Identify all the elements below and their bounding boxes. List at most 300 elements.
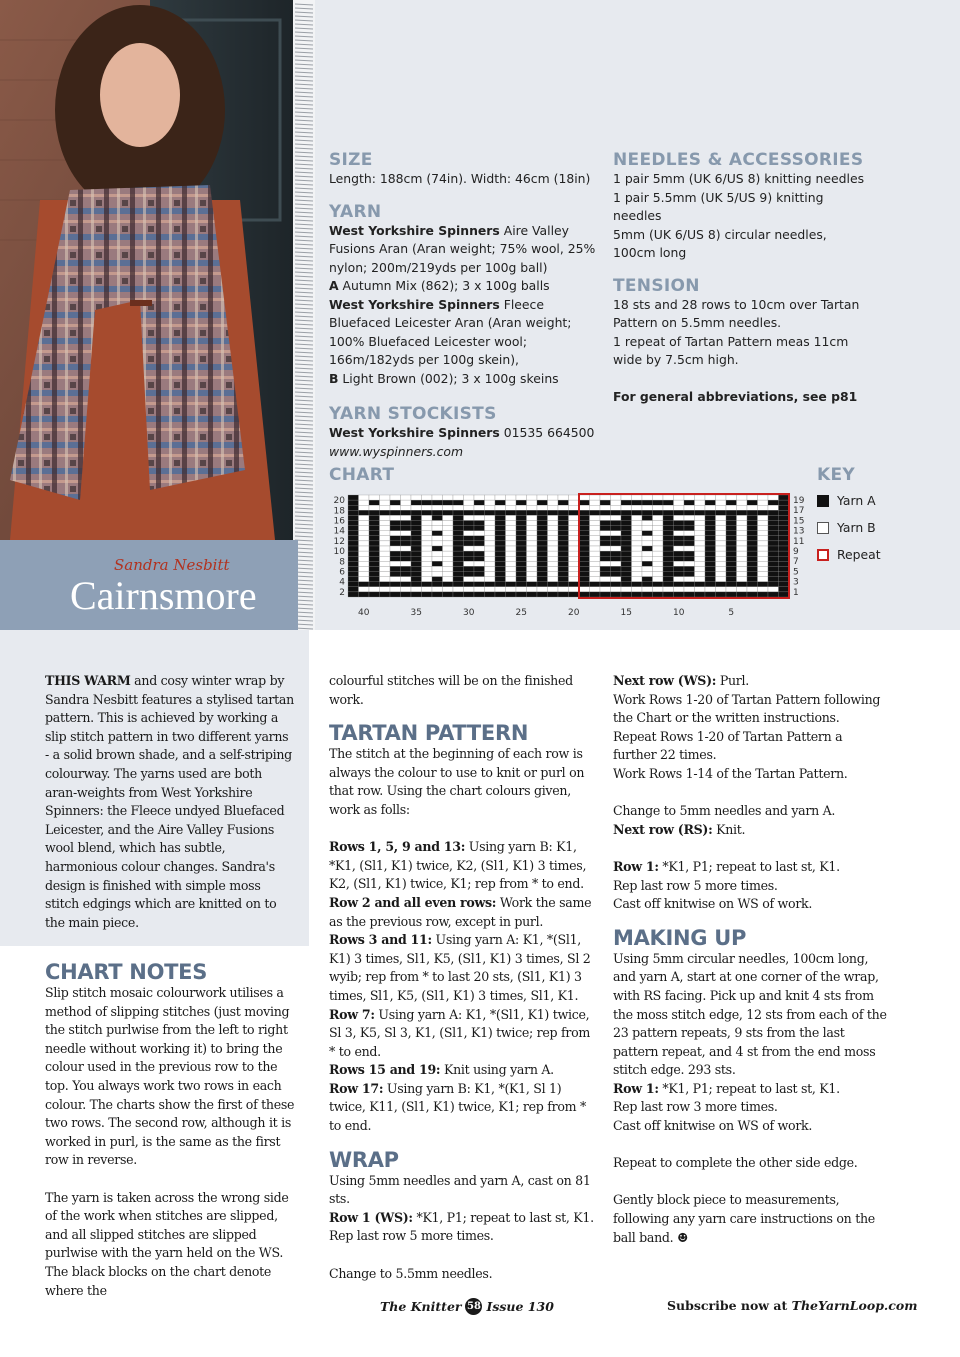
chart-cell [369, 551, 380, 556]
footer-subscribe[interactable] [667, 1298, 917, 1313]
chart-cell [737, 566, 748, 571]
chart-cell [464, 561, 475, 566]
chart-cell [653, 582, 664, 587]
chart-cell [579, 546, 590, 551]
chart-cell [432, 531, 443, 536]
chart-cell [527, 541, 538, 546]
chart-cell [527, 510, 538, 515]
chart-cell [527, 582, 538, 587]
chart-cell [558, 566, 569, 571]
chart-cell [390, 521, 401, 526]
chart-cell [695, 582, 706, 587]
chart-cell [380, 566, 391, 571]
chart-cell [485, 536, 496, 541]
chart-cell [453, 546, 464, 551]
chart-cell [443, 521, 454, 526]
chart-cell [632, 577, 643, 582]
chart-cell [453, 495, 464, 500]
chart-cell [527, 561, 538, 566]
chart-cell [558, 515, 569, 520]
chart-cell [747, 515, 758, 520]
chart-cell [443, 587, 454, 592]
chart-cell [653, 505, 664, 510]
key-yarn-b-label: Yarn B [837, 520, 876, 535]
chart-cell [464, 582, 475, 587]
chart-cell [569, 577, 580, 582]
chart-cell [401, 577, 412, 582]
chart-cell [495, 521, 506, 526]
chart-cell [422, 592, 433, 597]
chart-cell [359, 510, 370, 515]
chart-cell [642, 572, 653, 577]
chart-cell [369, 521, 380, 526]
chart-cell [621, 577, 632, 582]
chart-cell [737, 577, 748, 582]
chart-cell [548, 556, 559, 561]
chart-cell [779, 521, 790, 526]
chart-row-label-left: 10 [333, 547, 345, 558]
intro-text [45, 672, 295, 932]
chart-cell [453, 566, 464, 571]
chart-cell [474, 515, 485, 520]
chart-cell [611, 505, 622, 510]
chart-cell [653, 566, 664, 571]
chart-cell [369, 500, 380, 505]
chart-cell [768, 515, 779, 520]
chart-cell [537, 521, 548, 526]
chart-cell [464, 536, 475, 541]
chart-cell [663, 587, 674, 592]
page-number: 58 [465, 1298, 482, 1315]
wrap-next-row [613, 672, 888, 691]
footer-site-link[interactable]: TheYarnLoop.com [791, 1298, 918, 1313]
chart-cell [695, 577, 706, 582]
chart-cell [348, 587, 359, 592]
chart-cell [548, 531, 559, 536]
chart-cell [401, 526, 412, 531]
size-text: Length: 188cm (74in). Width: 46cm (18in) [329, 171, 591, 186]
chart-cell [684, 551, 695, 556]
chart-cell [558, 510, 569, 515]
chart-cell [695, 505, 706, 510]
chart-notes-section [45, 960, 300, 1300]
chart-cell [411, 556, 422, 561]
chart-cell [642, 505, 653, 510]
chart-cell [600, 536, 611, 541]
chart-cell [768, 592, 779, 597]
chart-cell [590, 592, 601, 597]
chart-cell [611, 500, 622, 505]
chart-cell [621, 541, 632, 546]
chart-cell [779, 572, 790, 577]
pattern-title: Cairnsmore [70, 573, 257, 618]
chart-cell [537, 510, 548, 515]
chart-cell [747, 505, 758, 510]
chart-cell [695, 551, 706, 556]
chart-cell [579, 515, 590, 520]
chart-cell [674, 505, 685, 510]
chart-cell [359, 587, 370, 592]
chart-cell [411, 531, 422, 536]
chart-cell [684, 526, 695, 531]
chart-cell [537, 551, 548, 556]
chart-notes-p1: Slip stitch mosaic colourwork utilises a method of slipping stitches (just moving the stitch purlwise from the left to right needle without working it) to bring the colour used in the previous row to the top. You always work two rows in each colour. The charts show the first of these two rows. The second row, although it is worked in purl, is the same as the first row in reverse. [45, 985, 295, 1168]
chart-cell [380, 577, 391, 582]
size-heading: SIZE [329, 150, 373, 170]
chart-cell [611, 551, 622, 556]
chart-cell [359, 546, 370, 551]
chart-cell [653, 536, 664, 541]
chart-cell [705, 500, 716, 505]
chart-cell [611, 536, 622, 541]
chart-cell [495, 495, 506, 500]
chart-cell [632, 505, 643, 510]
chart-cell [527, 536, 538, 541]
making-up-p1: Using 5mm circular needles, 100cm long, and yarn A, start at one corner of the wrap, with RS facing. Pick up and knit 4 sts from the moss stitch edge, 12 sts from each of the 23 pattern repeats, 9 sts from the last pattern repeat, and 4 st from the end moss stitch edge. 293 sts. [613, 950, 887, 1078]
chart-row-label-right: 19 [793, 496, 805, 506]
chart-cell [453, 526, 464, 531]
chart-cell [579, 572, 590, 577]
chart-cell [747, 536, 758, 541]
chart-cell [653, 515, 664, 520]
chart-cell [443, 515, 454, 520]
chart-cell [632, 551, 643, 556]
chart-cell [737, 505, 748, 510]
making-up-repeat-side: Repeat to complete the other side edge. [613, 1155, 858, 1171]
chart-cell [380, 546, 391, 551]
chart-cell [590, 500, 601, 505]
chart-cell [579, 536, 590, 541]
chart-cell [758, 566, 769, 571]
chart-cell [558, 551, 569, 556]
chart-cell [390, 495, 401, 500]
chart-cell [495, 531, 506, 536]
chart-cell [369, 531, 380, 536]
chart-cell [590, 515, 601, 520]
chart-cell [506, 495, 517, 500]
chart-cell [674, 521, 685, 526]
chart-cell [411, 572, 422, 577]
chart-cell [674, 510, 685, 515]
chart-cell [632, 587, 643, 592]
chart-cell [726, 551, 737, 556]
chart-cell [653, 577, 664, 582]
chart-cell [548, 536, 559, 541]
middle-column [329, 672, 599, 1283]
wrap-change2: Change to 5mm needles and yarn A. [613, 803, 836, 819]
stockists-text [329, 424, 604, 461]
chart-cell [548, 577, 559, 582]
chart-cell [422, 521, 433, 526]
chart-cell [548, 515, 559, 520]
chart-cell [411, 587, 422, 592]
chart-cell [663, 546, 674, 551]
chart-cell [432, 561, 443, 566]
chart-cell [422, 577, 433, 582]
chart-row-label-left: 18 [333, 506, 345, 517]
chart-cell [401, 582, 412, 587]
chart-cell [705, 495, 716, 500]
chart-cell [516, 561, 527, 566]
row2-text: Work the same as the previous row, except in purl. [329, 894, 592, 929]
chart-cell [684, 515, 695, 520]
chart-cell [548, 566, 559, 571]
chart-cell [674, 582, 685, 587]
chart-cell [726, 582, 737, 587]
chart-cell [495, 510, 506, 515]
chart-cell [663, 551, 674, 556]
chart-cell [474, 556, 485, 561]
chart-cell [632, 582, 643, 587]
chart-cell [506, 556, 517, 561]
chart-cell [737, 536, 748, 541]
chart-cell [579, 495, 590, 500]
chart-cell [579, 566, 590, 571]
chart-cell [548, 572, 559, 577]
chart-cell [485, 572, 496, 577]
chart-cell [359, 592, 370, 597]
chart-cell [737, 510, 748, 515]
chart-cell [411, 526, 422, 531]
chart-cell [716, 592, 727, 597]
spiral-binding [293, 0, 315, 630]
chart-cell [642, 541, 653, 546]
chart-cell [590, 572, 601, 577]
wrap-row1-label: Row 1 (WS): [329, 1209, 413, 1225]
chart-cell [485, 531, 496, 536]
chart-row-label-left: 2 [339, 587, 345, 598]
chart-cell [747, 510, 758, 515]
chart-cell [527, 505, 538, 510]
chart-cell [611, 592, 622, 597]
chart-cell [432, 551, 443, 556]
yarn-line-1: Aire Valley Fusions Aran (Aran weight; 75% wool, 25% nylon; 200m/219yds per 100g ball) [329, 222, 596, 275]
chart-cell [621, 521, 632, 526]
chart-cell [401, 572, 412, 577]
chart-cell [684, 556, 695, 561]
chart-cell [380, 526, 391, 531]
chart-cell [443, 561, 454, 566]
chart-cell [411, 536, 422, 541]
chart-cell [768, 572, 779, 577]
needles-text [613, 170, 873, 263]
chart-cell [758, 582, 769, 587]
chart-cell [369, 536, 380, 541]
chart-cell [506, 521, 517, 526]
chart-cell [716, 551, 727, 556]
chart-cell [495, 536, 506, 541]
chart-cell [758, 531, 769, 536]
chart-cell [768, 577, 779, 582]
chart-cell [390, 566, 401, 571]
chart-cell [779, 582, 790, 587]
chart-cell [705, 551, 716, 556]
chart-cell [443, 541, 454, 546]
chart-cell [401, 556, 412, 561]
chart-cell [443, 556, 454, 561]
chart-cell [390, 510, 401, 515]
wrap-change: Change to 5.5mm needles. [329, 1265, 493, 1281]
chart-cell [590, 505, 601, 510]
chart-cell [611, 582, 622, 587]
chart-row-label-right: 15 [793, 516, 805, 527]
chart-cell [432, 582, 443, 587]
chart-cell [653, 531, 664, 536]
chart-cell [705, 541, 716, 546]
chart-cell [411, 510, 422, 515]
chart-cell [453, 551, 464, 556]
chart-cell [453, 510, 464, 515]
chart-cell [705, 572, 716, 577]
chart-cell [390, 531, 401, 536]
chart-cell [401, 500, 412, 505]
chart-cell [359, 566, 370, 571]
chart-cell [758, 495, 769, 500]
chart-cell [485, 566, 496, 571]
yarn-brand-2: West Yorkshire Spinners [329, 296, 500, 312]
chart-cell [642, 556, 653, 561]
chart-cell [443, 592, 454, 597]
chart-cell [642, 546, 653, 551]
chart-cell [348, 521, 359, 526]
chart-cell [758, 521, 769, 526]
wrap-next-label: Next row (WS): [613, 673, 717, 688]
chart-cell [485, 551, 496, 556]
chart-cell [537, 556, 548, 561]
chart-cell [369, 546, 380, 551]
chart-cell [432, 587, 443, 592]
chart-cell [621, 510, 632, 515]
row7-label: Row 7: [329, 1006, 375, 1022]
chart-cell [747, 561, 758, 566]
chart-cell [380, 572, 391, 577]
chart-cell [548, 521, 559, 526]
chart-cell [464, 551, 475, 556]
chart-cell [579, 510, 590, 515]
chart-cell [527, 577, 538, 582]
chart-cell [737, 531, 748, 536]
chart-cell [558, 582, 569, 587]
chart-cell [642, 495, 653, 500]
chart-row-label-right: 9 [793, 547, 799, 557]
chart-cell [390, 546, 401, 551]
chart-cell [684, 582, 695, 587]
chart-cell [621, 515, 632, 520]
chart-cell [600, 521, 611, 526]
chart-cell [653, 546, 664, 551]
tartan-heading: TARTAN PATTERN [329, 721, 529, 746]
wrap-row1b-label: Row 1: [613, 858, 659, 874]
chart-cell [716, 541, 727, 546]
chart-cell [548, 541, 559, 546]
chart-cell [695, 526, 706, 531]
chart-cell [768, 566, 779, 571]
chart-cell [632, 556, 643, 561]
chart-cell [695, 521, 706, 526]
chart-cell [758, 515, 769, 520]
chart-cell [569, 510, 580, 515]
chart-cell [558, 505, 569, 510]
chart-cell [537, 526, 548, 531]
chart-cell [674, 495, 685, 500]
chart-cell [684, 587, 695, 592]
chart-cell [779, 531, 790, 536]
chart-cell [537, 531, 548, 536]
chart-cell [380, 500, 391, 505]
chart-cell [558, 546, 569, 551]
chart-cell [684, 500, 695, 505]
chart-stitch-label: 35 [410, 608, 422, 618]
chart-cell [506, 551, 517, 556]
chart-cell [432, 526, 443, 531]
chart-cell [632, 510, 643, 515]
chart-cell [401, 505, 412, 510]
chart-cell [422, 556, 433, 561]
chart-cell [779, 587, 790, 592]
wrap-work14: Work Rows 1-14 of the Tartan Pattern. [613, 765, 848, 781]
chart-cell [485, 495, 496, 500]
chart-cell [495, 526, 506, 531]
chart-notes-heading: CHART NOTES [45, 960, 208, 984]
chart-cell [600, 556, 611, 561]
chart-cell [726, 510, 737, 515]
chart-cell [485, 556, 496, 561]
chart-cell [537, 592, 548, 597]
chart-cell [674, 500, 685, 505]
chart-cell [684, 521, 695, 526]
chart-cell [579, 587, 590, 592]
chart-cell [422, 536, 433, 541]
chart-cell [359, 582, 370, 587]
chart-cell [527, 515, 538, 520]
chart-cell [590, 531, 601, 536]
chart-cell [695, 561, 706, 566]
chart-cell [516, 500, 527, 505]
chart-cell [443, 577, 454, 582]
chart-cell [621, 531, 632, 536]
chart-cell [432, 577, 443, 582]
chart-cell [684, 531, 695, 536]
chart-cell [684, 592, 695, 597]
chart-cell [390, 541, 401, 546]
chart-cell [569, 541, 580, 546]
yarn-brand-1: West Yorkshire Spinners [329, 222, 500, 238]
chart-cell [464, 510, 475, 515]
chart-cell [674, 526, 685, 531]
key-yarn-a-label: Yarn A [837, 493, 876, 508]
chart-cell [348, 526, 359, 531]
chart-cell [663, 515, 674, 520]
chart-cell [569, 587, 580, 592]
chart-row-label-left: 16 [333, 516, 345, 527]
chart-cell [716, 561, 727, 566]
chart-cell [401, 587, 412, 592]
chart-cell [674, 531, 685, 536]
chart-cell [548, 546, 559, 551]
chart-cell [390, 592, 401, 597]
chart-cell [768, 521, 779, 526]
chart-cell [464, 556, 475, 561]
chart-cell [600, 531, 611, 536]
chart-cell [642, 566, 653, 571]
making-up-block-text: Gently block piece to measurements, following any yarn care instructions on the ball band. [613, 1192, 875, 1245]
chart-cell [506, 505, 517, 510]
chart-cell [432, 536, 443, 541]
chart-cell [558, 572, 569, 577]
chart-cell [695, 531, 706, 536]
chart-cell [369, 566, 380, 571]
chart-cell [663, 510, 674, 515]
